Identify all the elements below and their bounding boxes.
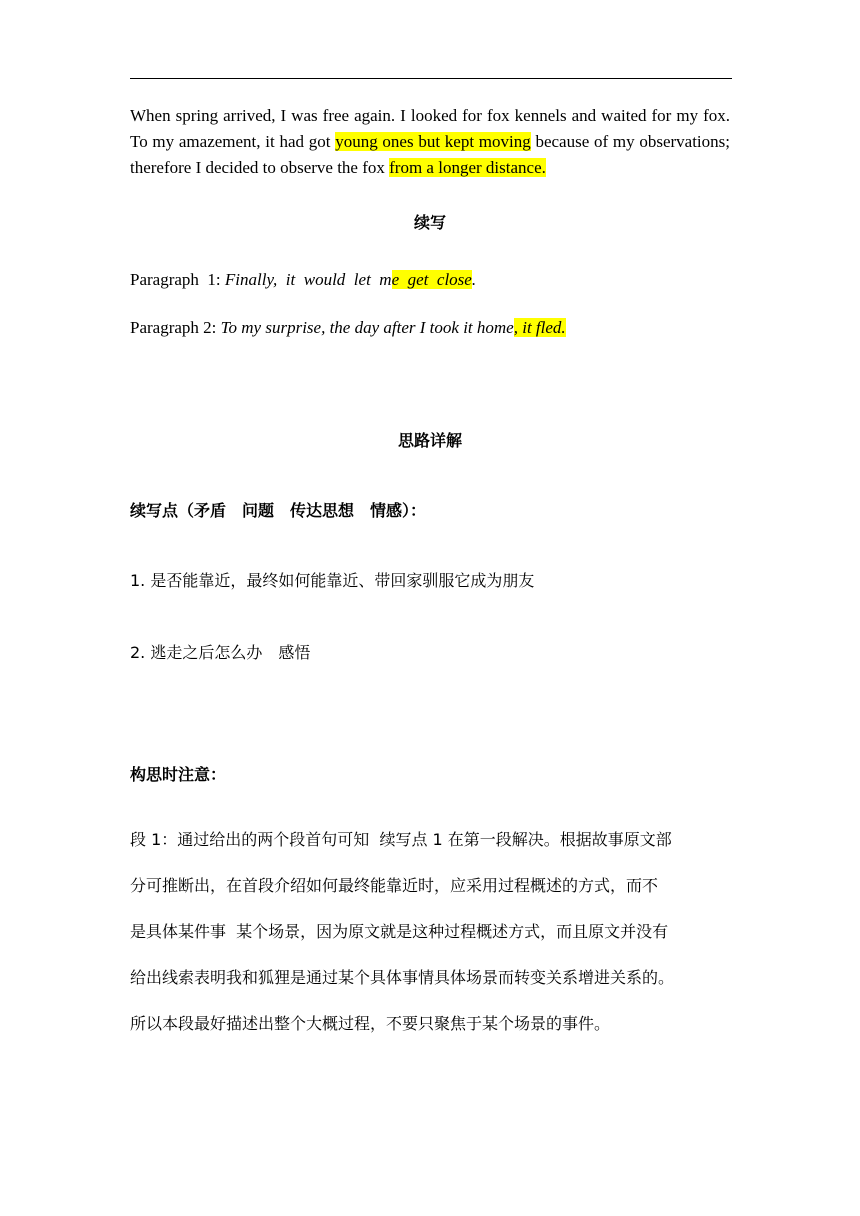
intro-paragraph bbox=[130, 103, 730, 181]
intro-highlight-1: young ones but kept moving bbox=[335, 132, 531, 151]
continuation-point-1: 1. 是否能靠近，最终如何能靠近、带回家驯服它成为朋友 bbox=[130, 571, 535, 590]
notes-line: 是具体某件事 某个场景，因为原文就是这种过程概述方式，而且原文并没有 bbox=[130, 922, 669, 941]
continuation-points-heading: 续写点（矛盾 问题 传达思想 情感）： bbox=[130, 501, 427, 520]
paragraph-2-highlight: , it fled. bbox=[513, 318, 566, 337]
notes-heading: 构思时注意： bbox=[130, 765, 227, 784]
intro-text-1: When spring arrived, I was free again. I looked for fox kennels and waited for my fox. To my amazement, it had got bbox=[130, 106, 730, 151]
notes-line: 分可推断出，在首段介绍如何最终能靠近时，应采用过程概述的方式，而不 bbox=[130, 876, 659, 895]
intro-highlight-2: from a longer distance. bbox=[389, 158, 546, 177]
notes-line: 给出线索表明我和狐狸是通过某个具体事情具体场景而转变关系增进关系的。 bbox=[130, 968, 675, 987]
paragraph-1-highlight: e get close bbox=[391, 270, 472, 289]
notes-line: 段 1：通过给出的两个段首句可知 续写点 1 在第一段解决。根据故事原文部 bbox=[130, 830, 672, 849]
paragraph-2-prompt bbox=[130, 318, 566, 338]
intro-text-2: because of my observations; therefore I decided to observe the fox bbox=[130, 132, 730, 177]
paragraph-2-text: To my surprise, the day after I took it home bbox=[220, 318, 514, 337]
notes-paragraph bbox=[130, 824, 740, 1054]
continuation-heading: 续写 bbox=[413, 213, 446, 232]
continuation-point-2: 2. 逃走之后怎么办 感悟 bbox=[130, 643, 311, 662]
paragraph-1-end: . bbox=[471, 270, 477, 289]
header-rule bbox=[130, 78, 732, 79]
paragraph-1-prompt bbox=[130, 270, 476, 290]
notes-line: 所以本段最好描述出整个大概过程，不要只聚焦于某个场景的事件。 bbox=[130, 1014, 611, 1033]
analysis-heading: 思路详解 bbox=[397, 431, 462, 450]
paragraph-1-text: Finally, it would let m bbox=[224, 270, 392, 289]
paragraph-2-label: Paragraph 2: bbox=[130, 318, 221, 337]
paragraph-1-label: Paragraph 1: bbox=[130, 270, 225, 289]
